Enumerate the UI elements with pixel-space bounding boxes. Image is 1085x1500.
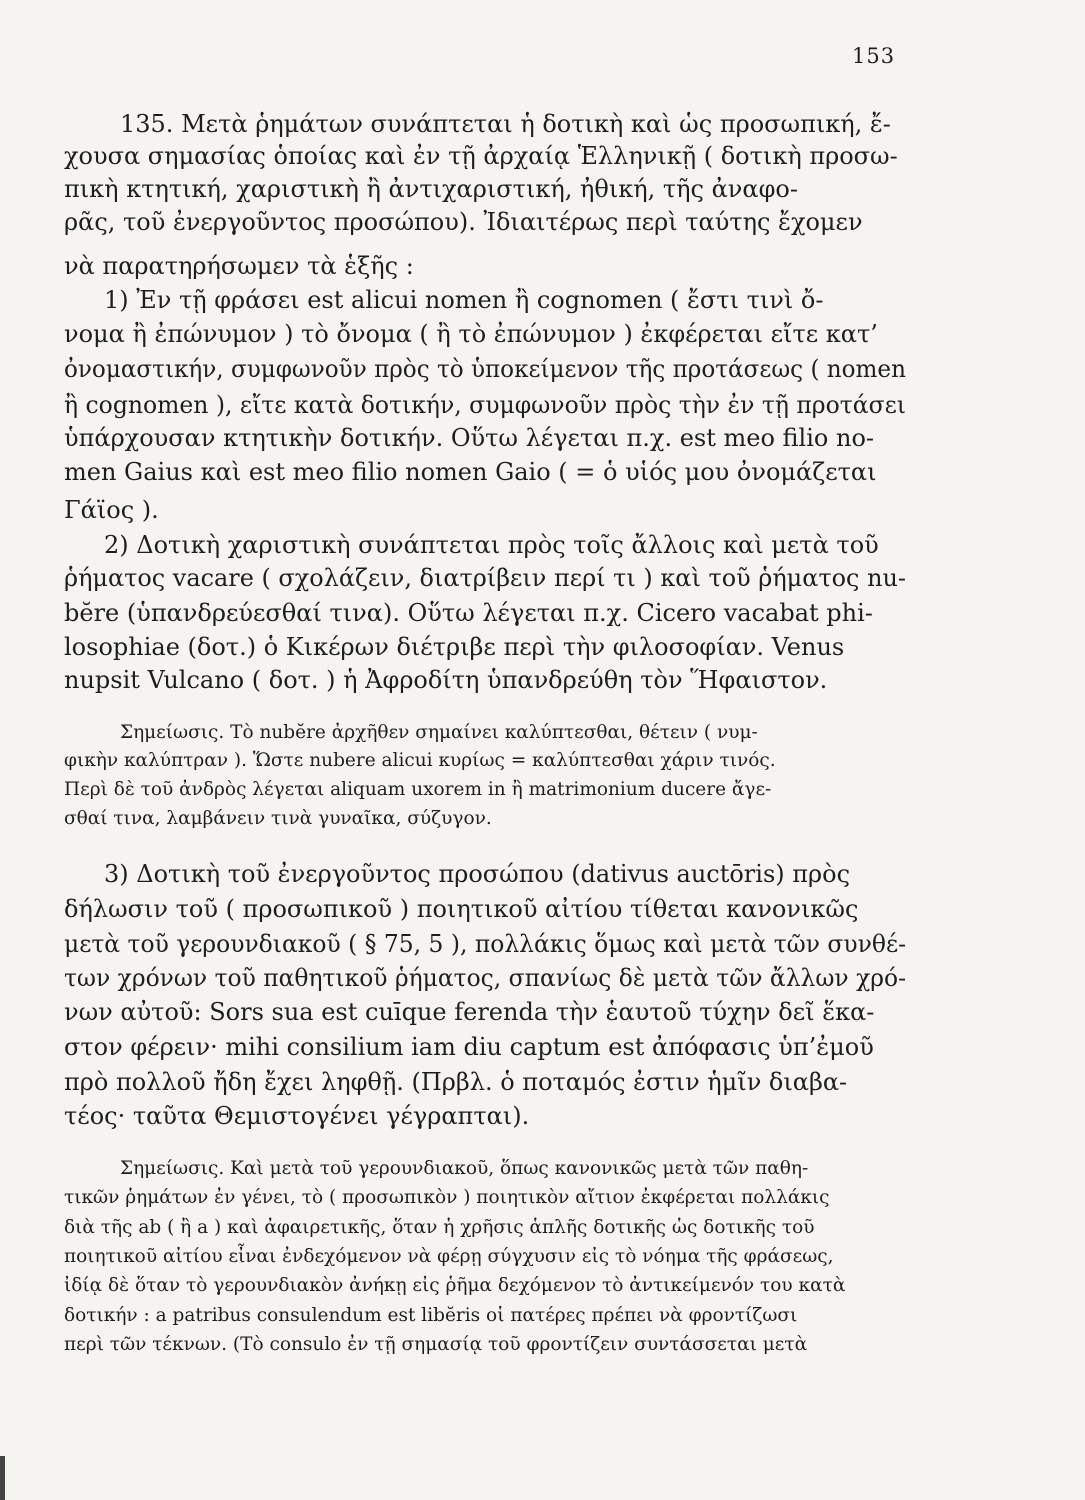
text-line: Γάϊος ). xyxy=(64,496,159,524)
text-line: ρᾶς, τοῦ ἐνεργοῦντος προσώπου). Ἰδιαιτέρως περὶ ταύτης ἔχομεν xyxy=(64,208,863,236)
text-line: 135. Μετὰ ῥημάτων συνάπτεται ἡ δοτικὴ καὶ ὡς προσωπική, ἔ- xyxy=(120,110,891,138)
text-line: losophiae (δοτ.) ὁ Κικέρων διέτριβε περὶ τὴν φιλοσοφίαν. Venus xyxy=(64,633,845,661)
text-line: δοτικήν : a patribus consulendum est libĕris οἱ πατέρες πρέπει νὰ φροντίζωσι xyxy=(64,1305,798,1326)
text-line: 2) Δοτικὴ χαριστικὴ συνάπτεται πρὸς τοῖς ἄλλοις καὶ μετὰ τοῦ xyxy=(104,531,879,559)
text-line: τέος· ταῦτα Θεμιστογένει γέγραπται). xyxy=(64,1102,530,1130)
text-line: τικῶν ῥημάτων ἐν γένει, τὸ ( προσωπικὸν ) ποιητικὸν αἴτιον ἐκφέρεται πολλάκις xyxy=(64,1187,830,1208)
text-line: ποιητικοῦ αἰτίου εἶναι ἐνδεχόμενον νὰ φέρῃ σύγχυσιν εἰς τὸ νόημα τῆς φράσεως, xyxy=(64,1246,834,1267)
text-line: στον φέρειν· mihi consilium iam diu captum est ἀπόφασις ὑπ’ἐμοῦ xyxy=(64,1033,874,1061)
text-line: περὶ τῶν τέκνων. (Τὸ consulo ἐν τῇ σημασίᾳ τοῦ φροντίζειν συντάσσεται μετὰ xyxy=(64,1334,808,1355)
text-line: σθαί τινα, λαμβάνειν τινὰ γυναῖκα, σύζυγον. xyxy=(64,808,492,829)
text-line: νὰ παρατηρήσωμεν τὰ ἑξῆς : xyxy=(64,252,414,280)
text-line: ὑπάρχουσαν κτητικὴν δοτικήν. Οὕτω λέγεται π.χ. est meo filio no- xyxy=(64,424,874,452)
text-line: ῥήματος vacare ( σχολάζειν, διατρίβειν περί τι ) καὶ τοῦ ῥήματος nu- xyxy=(64,564,906,592)
page-number: 153 xyxy=(852,44,896,68)
text-line: νομα ἢ ἐπώνυμον ) τὸ ὄνομα ( ἢ τὸ ἐπώνυμον ) ἐκφέρεται εἴτε κατ’ xyxy=(64,320,878,348)
text-line: men Gaius καὶ est meo filio nomen Gaio ( = ὁ υἱός μου ὀνομάζεται xyxy=(64,458,877,486)
text-line: Σημείωσις. Τὸ nubĕre ἀρχῆθεν σημαίνει καλύπτεσθαι, θέτειν ( νυμ- xyxy=(120,722,758,743)
text-line: δήλωσιν τοῦ ( προσωπικοῦ ) ποιητικοῦ αἰτίου τίθεται κανονικῶς xyxy=(64,895,859,923)
text-line: nupsit Vulcano ( δοτ. ) ἡ Ἀφροδίτη ὑπανδρεύθη τὸν Ἥφαιστον. xyxy=(64,666,828,694)
text-line: 1) Ἐν τῇ φράσει est alicui nomen ἢ cognomen ( ἔστι τινὶ ὄ- xyxy=(104,286,824,314)
text-line: bĕre (ὑπανδρεύεσθαί τινα). Οὕτω λέγεται π.χ. Cicero vacabat phi- xyxy=(64,599,873,627)
text-line: φικὴν καλύπτραν ). Ὥστε nubere alicui κυρίως = καλύπτεσθαι χάριν τινός. xyxy=(64,750,776,771)
text-line: διὰ τῆς ab ( ἢ a ) καὶ ἀφαιρετικῆς, ὅταν ἡ χρῆσις ἁπλῆς δοτικῆς ὡς δοτικῆς τοῦ xyxy=(64,1217,815,1238)
text-line: ἢ cognomen ), εἴτε κατὰ δοτικήν, συμφωνοῦν πρὸς τὴν ἐν τῇ προτάσει xyxy=(64,391,906,419)
text-line: 3) Δοτικὴ τοῦ ἐνεργοῦντος προσώπου (dativus auctōris) πρὸς xyxy=(104,860,851,888)
text-line: ὀνομαστικήν, συμφωνοῦν πρὸς τὸ ὑποκείμενον τῆς προτάσεως ( nomen xyxy=(64,355,906,383)
text-line: χουσα σημασίας ὁποίας καὶ ἐν τῇ ἀρχαίᾳ Ἑλληνικῇ ( δοτικὴ προσω- xyxy=(64,142,898,170)
text-line: Περὶ δὲ τοῦ ἀνδρὸς λέγεται aliquam uxorem in ἢ matrimonium ducere ἄγε- xyxy=(64,779,772,800)
text-line: ἰδίᾳ δὲ ὅταν τὸ γερουνδιακὸν ἀνήκῃ εἰς ῥῆμα δεχόμενον τὸ ἀντικείμενόν του κατὰ xyxy=(64,1275,846,1296)
text-line: νων αὐτοῦ: Sors sua est cuīque ferenda τὴν ἑαυτοῦ τύχην δεῖ ἕκα- xyxy=(64,998,875,1026)
text-line: των χρόνων τοῦ παθητικοῦ ῥήματος, σπανίως δὲ μετὰ τῶν ἄλλων χρό- xyxy=(64,964,906,992)
text-line: Σημείωσις. Καὶ μετὰ τοῦ γερουνδιακοῦ, ὅπως κανονικῶς μετὰ τῶν παθη- xyxy=(120,1158,809,1179)
text-line: μετὰ τοῦ γερουνδιακοῦ ( § 75, 5 ), πολλάκις ὅμως καὶ μετὰ τῶν συνθέ- xyxy=(64,930,906,958)
text-line: πικὴ κτητική, χαριστικὴ ἢ ἀντιχαριστική, ἠθική, τῆς ἀναφο- xyxy=(64,175,798,203)
scan-edge-mark xyxy=(0,1456,5,1500)
text-line: πρὸ πολλοῦ ἤδη ἔχει ληφθῇ. (Πρβλ. ὁ ποταμός ἐστιν ἡμῖν διαβα- xyxy=(64,1068,848,1096)
